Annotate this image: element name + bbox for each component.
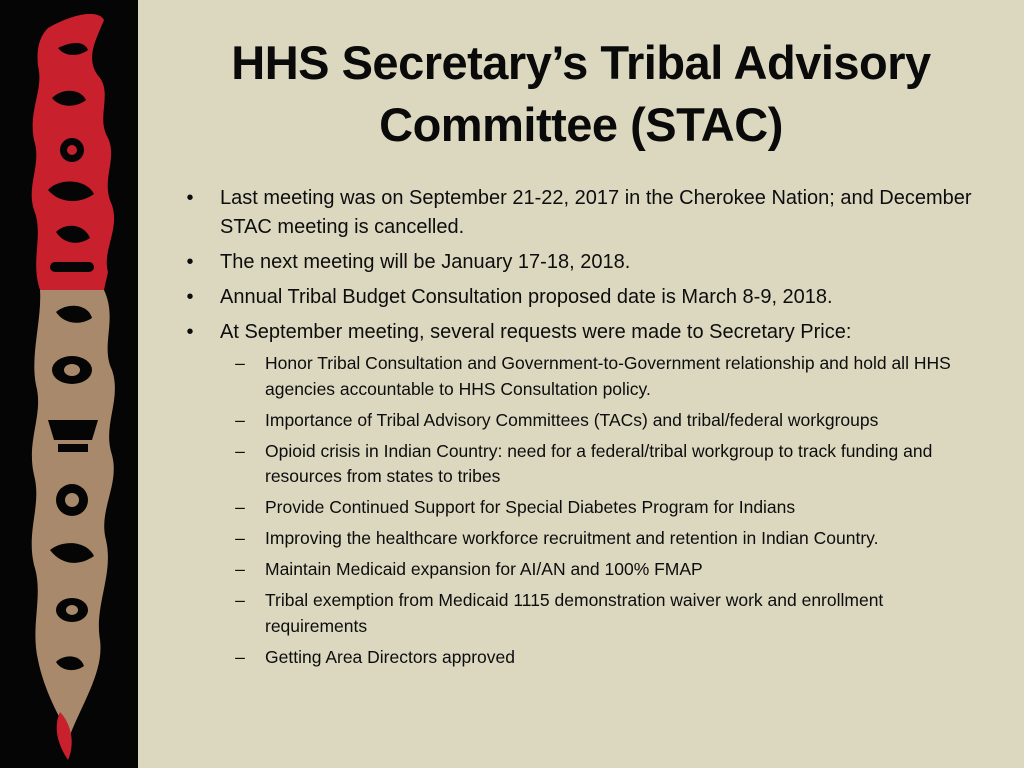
sub-bullet-text: Provide Continued Support for Special Diabetes Program for Indians	[265, 497, 796, 517]
bullet-item	[180, 184, 980, 242]
bullet-mark: •	[186, 321, 194, 343]
sub-bullet-text: Improving the healthcare workforce recruitment and retention in Indian Country.	[265, 528, 879, 548]
bullet-item	[180, 318, 980, 670]
bullet-text: Annual Tribal Budget Consultation proposed date is March 8-9, 2018.	[220, 286, 833, 308]
sub-bullet-text: Getting Area Directors approved	[265, 646, 515, 667]
sub-bullet-item	[220, 588, 985, 639]
sub-bullet-item	[220, 439, 985, 490]
bullet-text: Last meeting was on September 21-22, 2017 in the Cherokee Nation; and December STAC meeting is cancelled.	[220, 187, 972, 238]
sub-bullet-item	[220, 645, 985, 671]
slide-content	[138, 0, 1024, 768]
sub-bullet-text: Importance of Tribal Advisory Committees (TACs) and tribal/federal workgroups	[265, 409, 879, 430]
sub-bullet-list	[220, 351, 980, 670]
sub-bullet-item	[220, 557, 985, 583]
sub-bullet-text: Honor Tribal Consultation and Government-to-Government relationship and hold all HHS agencies accountable to HHS Consultation policy.	[265, 353, 951, 399]
sub-bullet-mark: –	[235, 590, 245, 610]
sub-bullet-text: Tribal exemption from Medicaid 1115 demonstration waiver work and enrollment requirements	[265, 590, 884, 636]
title-line-2: Committee (STAC)	[379, 98, 783, 151]
bullet-text: At September meeting, several requests were made to Secretary Price:	[220, 321, 852, 343]
sub-bullet-mark: –	[235, 646, 245, 667]
sub-bullet-item	[220, 495, 985, 521]
decorative-side-band	[0, 0, 138, 768]
sub-bullet-mark: –	[235, 559, 245, 579]
sub-bullet-mark: –	[235, 353, 245, 373]
sub-bullet-mark: –	[235, 409, 245, 430]
sub-bullet-item	[220, 408, 985, 434]
title-line-1: HHS Secretary’s Tribal Advisory	[231, 36, 931, 89]
sub-bullet-text: Maintain Medicaid expansion for AI/AN and 100% FMAP	[265, 559, 703, 579]
sub-bullet-mark: –	[235, 440, 245, 461]
sub-bullet-item	[220, 526, 985, 552]
tribal-art-graphic	[0, 0, 138, 768]
bullet-mark: •	[186, 286, 194, 308]
bullet-list	[180, 184, 980, 676]
bullet-mark: •	[186, 187, 194, 209]
sub-bullet-mark: –	[235, 528, 245, 548]
sub-bullet-item	[220, 351, 985, 402]
bullet-item	[180, 283, 980, 312]
bullet-item	[180, 248, 980, 277]
bullet-mark: •	[186, 251, 194, 273]
slide-title	[168, 32, 994, 156]
sub-bullet-mark: –	[235, 497, 245, 517]
bullet-text: The next meeting will be January 17-18, 2018.	[220, 251, 631, 273]
sub-bullet-text: Opioid crisis in Indian Country: need for a federal/tribal workgroup to track funding and resources from states to tribes	[265, 440, 933, 486]
